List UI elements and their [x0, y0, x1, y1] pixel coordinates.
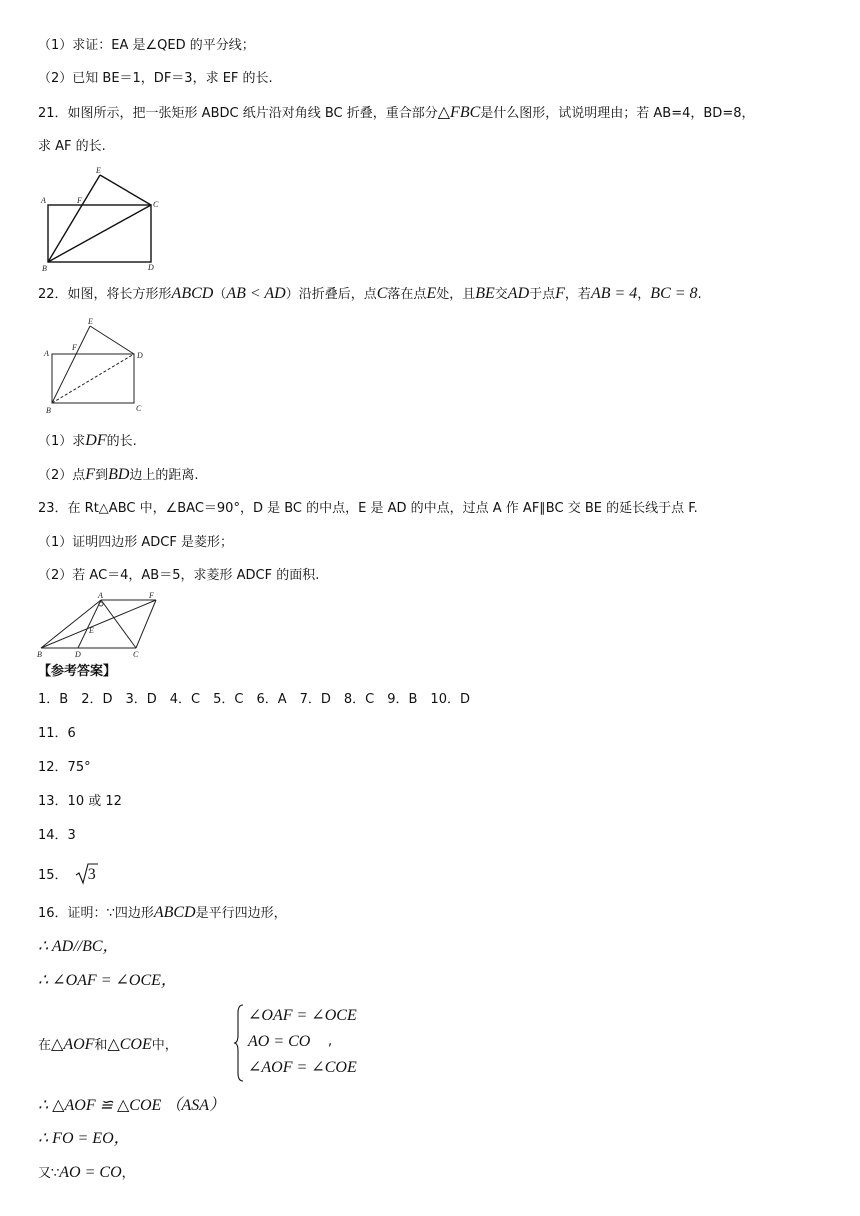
- system-row-2: AO = CO: [248, 1033, 311, 1050]
- q22-p2-math2: BD: [108, 466, 130, 483]
- system-label: [38, 1034, 178, 1054]
- q22-text-c: ）沿折叠后，点: [285, 287, 377, 302]
- q22-text-b: （: [213, 287, 227, 302]
- answer-13: 13．10 或 12: [38, 794, 122, 809]
- q22-part2: [38, 466, 199, 485]
- system-label-a: 在: [38, 1038, 52, 1053]
- q23-text: 23．在 Rt△ABC 中，∠BAC＝90°，D 是 BC 的中点，E 是 AD 的中点，过点 A 作 AF∥BC 交 BE 的延长线于点 F.: [38, 501, 698, 516]
- q22-text-j: .: [697, 287, 702, 302]
- proof-step-2: ∴ ∠OAF = ∠OCE，: [38, 972, 177, 989]
- q22-math-bc8: BC = 8: [650, 285, 698, 302]
- q23-label-b: B: [37, 650, 42, 659]
- q23-label-a: A: [98, 591, 103, 600]
- q22-text-i: ，: [637, 287, 651, 302]
- q21-label-b: B: [42, 264, 47, 273]
- answer-15: [38, 866, 96, 885]
- q22-text-d: 落在点: [387, 287, 427, 302]
- answer-12: 12．75°: [38, 760, 91, 775]
- q22-math-e: E: [426, 285, 437, 302]
- a16-text-a: 16．证明：∵四边形: [38, 906, 154, 921]
- q23-part2: （2）若 AC＝4，AB＝5，求菱形 ADCF 的面积.: [38, 568, 320, 583]
- q21-triangle-math: △FBC: [437, 104, 481, 121]
- q22-text: [38, 285, 702, 304]
- left-brace-icon: [233, 1003, 245, 1083]
- sqrt-symbol: [78, 866, 96, 884]
- q22-rectangle-fold-figure: [40, 312, 155, 420]
- q22-p2-b: 到: [95, 468, 109, 483]
- proof-step-3-note: （ASA）: [165, 1097, 225, 1114]
- q22-label-e: E: [88, 317, 93, 326]
- a16-text-b: 是平行四边形，: [195, 906, 287, 921]
- q21-label-c: C: [153, 200, 159, 209]
- q22-p1-math: DF: [85, 432, 107, 449]
- q21-text-line1: [38, 104, 754, 123]
- q22-math-ad: AD: [507, 285, 530, 302]
- q23-rhombus-figure: [36, 590, 166, 658]
- q22-math-ab4: AB = 4: [590, 285, 638, 302]
- q23-label-e: E: [89, 626, 94, 635]
- system-label-b: 和: [94, 1038, 108, 1053]
- q22-p2-math1: F: [85, 466, 96, 483]
- proof-step-5-a: 又∵: [38, 1166, 60, 1181]
- q22-label-c: C: [136, 404, 142, 413]
- q22-text-f: 交: [494, 287, 508, 302]
- q23-part1: （1）证明四边形 ADCF 是菱形；: [38, 535, 233, 550]
- q22-label-a: A: [44, 349, 49, 358]
- proof-step-3: [38, 1097, 225, 1116]
- answers-row-1-10: 1．B 2．D 3．D 4．C 5．C 6．A 7．D 8．C 9．B 10．D: [38, 692, 470, 707]
- q20-part1: （1）求证：EA 是∠QED 的平分线；: [38, 38, 255, 53]
- q21-rectangle-fold-figure: [40, 165, 165, 273]
- system-row-3: ∠AOF = ∠COE: [248, 1059, 357, 1076]
- system-label-triangle1: △AOF: [51, 1036, 95, 1053]
- q21-text-line2: 求 AF 的长.: [38, 139, 106, 154]
- q21-text-b: 是什么图形，试说明理由；若 AB=4，BD=8，: [480, 106, 755, 121]
- system-label-c: 中，: [151, 1038, 178, 1053]
- proof-step-3-math: ∴ △AOF ≌ △COE: [38, 1097, 162, 1114]
- answer-16-intro: [38, 904, 287, 923]
- q20-part2: （2）已知 BE＝1，DF＝3，求 EF 的长.: [38, 71, 273, 86]
- q22-math-abcd: ABCD: [171, 285, 214, 302]
- q22-p1-b: 的长.: [106, 434, 137, 449]
- system-label-triangle2: △COE: [107, 1036, 152, 1053]
- q22-text-h: ，若: [564, 287, 591, 302]
- q22-label-b: B: [46, 406, 51, 415]
- q23-label-d: D: [75, 650, 81, 659]
- q22-label-f: F: [72, 343, 77, 352]
- q22-part1: [38, 432, 137, 451]
- answer-11: 11．6: [38, 726, 76, 741]
- q22-text-a: 22．如图，将长方形形: [38, 287, 172, 302]
- radical-sign-icon: [76, 863, 96, 885]
- q23-label-f: F: [149, 591, 154, 600]
- system-comma: ,: [328, 1034, 333, 1049]
- answer-15-label: 15．: [38, 868, 68, 883]
- a16-math: ABCD: [153, 904, 196, 921]
- q21-label-a: A: [41, 196, 46, 205]
- q23-label-c: C: [133, 650, 139, 659]
- q21-label-d: D: [148, 263, 154, 272]
- q21-label-f: F: [77, 196, 82, 205]
- q21-label-e: E: [96, 166, 101, 175]
- q22-p2-a: （2）点: [38, 468, 86, 483]
- congruence-system: [38, 1003, 358, 1085]
- q22-text-e: 处，且: [436, 287, 476, 302]
- answer-14: 14．3: [38, 828, 76, 843]
- sqrt-radicand: 3: [87, 866, 96, 883]
- q22-label-d: D: [137, 351, 143, 360]
- q22-math-be: BE: [475, 285, 495, 302]
- system-row-1: ∠OAF = ∠OCE: [248, 1007, 357, 1024]
- proof-step-5: [38, 1164, 135, 1183]
- q22-text-g: 于点: [529, 287, 556, 302]
- q21-text-a: 21．如图所示，把一张矩形 ABDC 纸片沿对角线 BC 折叠，重合部分: [38, 106, 438, 121]
- q22-p2-c: 边上的距离.: [129, 468, 199, 483]
- answers-header: 【参考答案】: [38, 664, 117, 679]
- system-rows: [248, 1003, 357, 1081]
- proof-step-1: ∴ AD//BC，: [38, 938, 119, 955]
- q22-math-c: C: [376, 285, 388, 302]
- proof-step-5-b: ，: [121, 1166, 135, 1181]
- q22-math-condition: AB < AD: [226, 285, 286, 302]
- q22-math-f: F: [555, 285, 565, 302]
- q22-p1-a: （1）求: [38, 434, 86, 449]
- proof-step-5-math: AO = CO: [59, 1164, 122, 1181]
- proof-step-4: ∴ FO = EO，: [38, 1130, 130, 1147]
